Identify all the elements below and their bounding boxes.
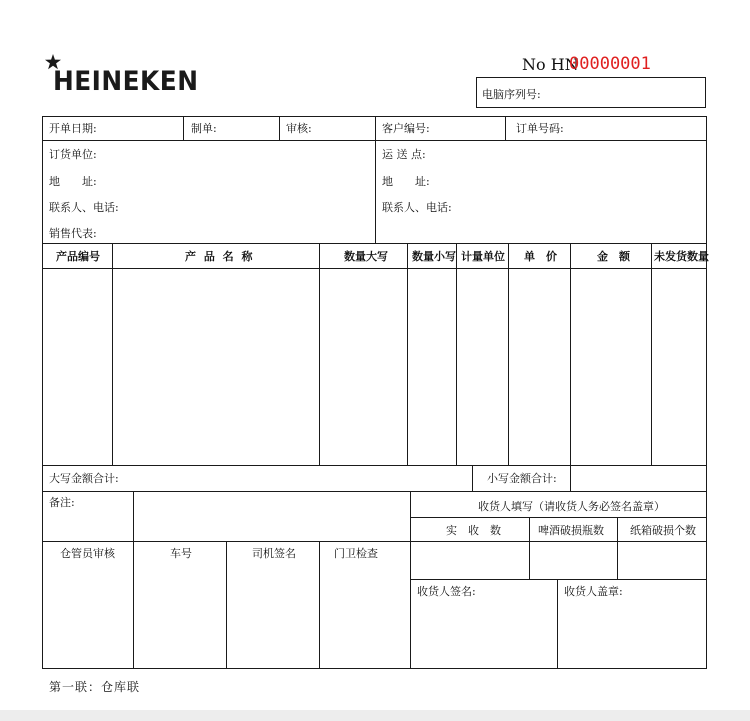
- header-qty-upper: 数量大写: [344, 250, 388, 263]
- open-date-label: 开单日期:: [49, 122, 97, 135]
- broken-cartons-label: 纸箱破损个数: [630, 524, 696, 537]
- header-product-name: 产 品 名 称: [185, 250, 255, 263]
- ship-contact-label: 联系人、电话:: [382, 201, 452, 214]
- remarks-label: 备注:: [49, 496, 75, 509]
- header-undelivered-qty: 未发货数量: [654, 250, 709, 263]
- copy-label: 第一联：仓库联: [49, 680, 141, 694]
- receiver-stamp-label: 收货人盖章:: [564, 585, 623, 598]
- order-contact-label: 联系人、电话:: [49, 201, 119, 214]
- upper-total-label: 大写金额合计:: [49, 472, 119, 485]
- lower-total-label: 小写金额合计:: [487, 472, 557, 485]
- customer-no-label: 客户编号:: [382, 122, 430, 135]
- vehicle-no-label: 车号: [170, 547, 192, 560]
- ship-to-label: 运 送 点:: [382, 148, 426, 161]
- header-unit-price: 单 价: [524, 250, 557, 263]
- broken-bottles-label: 啤酒破损瓶数: [538, 524, 604, 537]
- brand-logo: HEINEKEN: [53, 66, 199, 97]
- received-qty-label: 实 收 数: [446, 524, 501, 537]
- serial-label: 电脑序列号:: [482, 88, 541, 101]
- header-qty-lower: 数量小写: [412, 250, 456, 263]
- header-amount: 金 额: [597, 250, 630, 263]
- page-bottom-edge: [0, 710, 750, 721]
- receiver-signature-label: 收货人签名:: [417, 585, 476, 598]
- sales-rep-label: 销售代表:: [49, 227, 97, 240]
- document-number: 00000001: [569, 54, 651, 74]
- warehouse-review-label: 仓管员审核: [60, 547, 115, 560]
- order-address-label: 地 址:: [49, 175, 97, 188]
- reviewed-by-label: 审核:: [286, 122, 312, 135]
- receiver-title: 收货人填写（请收货人务必签名盖章）: [478, 500, 665, 513]
- no-label: No HN: [522, 55, 579, 74]
- header-unit: 计量单位: [461, 250, 505, 263]
- gate-check-label: 门卫检查: [334, 547, 378, 560]
- order-no-label: 订单号码:: [516, 122, 564, 135]
- driver-signature-label: 司机签名: [252, 547, 296, 560]
- made-by-label: 制单:: [191, 122, 217, 135]
- ship-address-label: 地 址:: [382, 175, 430, 188]
- order-unit-label: 订货单位:: [49, 148, 97, 161]
- header-product-code: 产品编号: [56, 250, 100, 263]
